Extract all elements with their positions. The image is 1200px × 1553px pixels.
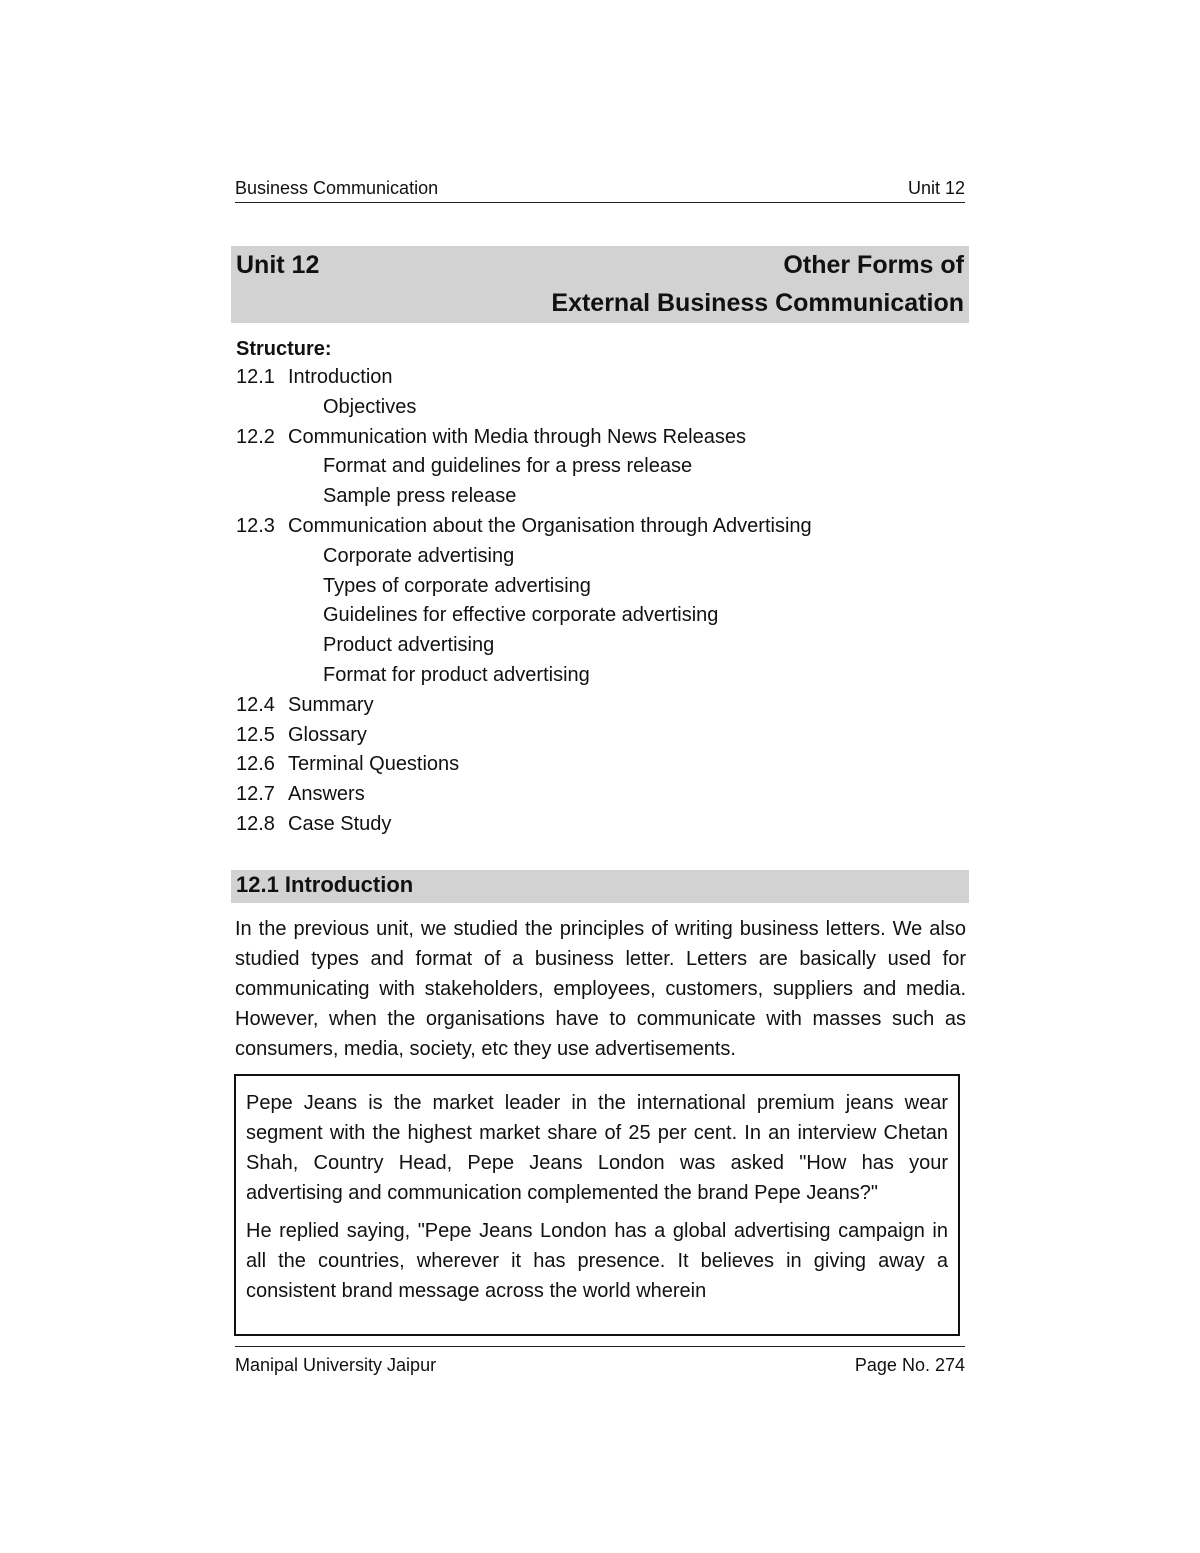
footer-page-number: Page No. 274 bbox=[854, 1355, 965, 1375]
case-quote-box bbox=[234, 1074, 960, 1336]
outline-subitem: Types of corporate advertising bbox=[323, 574, 591, 597]
structure-heading: Structure: bbox=[236, 338, 332, 360]
outline-label: Communication about the Organisation through Advertising bbox=[288, 514, 812, 537]
outline-number: 12.7 bbox=[236, 783, 275, 806]
outline-item bbox=[236, 691, 966, 721]
outline-number: 12.6 bbox=[236, 753, 275, 776]
outline-label: Terminal Questions bbox=[288, 753, 460, 776]
outline-number: 12.8 bbox=[236, 812, 275, 835]
footer-university: Manipal University Jaipur bbox=[235, 1355, 437, 1375]
outline-number: 12.3 bbox=[236, 514, 275, 537]
outline-label: Communication with Media through News Releases bbox=[288, 425, 746, 448]
header-book-title: Business Communication bbox=[235, 178, 439, 198]
outline-subitem: Product advertising bbox=[323, 634, 495, 657]
outline-label: Summary bbox=[288, 693, 374, 716]
outline-subitem: Format for product advertising bbox=[323, 663, 590, 686]
header-unit-label: Unit 12 bbox=[907, 178, 965, 198]
outline-number: 12.1 bbox=[236, 366, 275, 388]
unit-title-line-1: Other Forms of bbox=[783, 251, 964, 279]
outline-subitem: Guidelines for effective corporate advertising bbox=[323, 604, 719, 627]
outline-item bbox=[236, 721, 966, 751]
outline-number: 12.5 bbox=[236, 723, 275, 746]
quote-paragraph-1: Pepe Jeans is the market leader in the international premium jeans wear segment with the highest market share of 25 per cent. In an interview Chetan Shah, Country Head, Pepe Jeans London was asked "How has your advertising and communication complemented the brand Pepe Jeans?" bbox=[246, 1092, 948, 1204]
section-heading-bar bbox=[231, 870, 969, 903]
outline-label: Introduction bbox=[288, 366, 393, 388]
outline-item bbox=[236, 810, 966, 840]
outline-number: 12.4 bbox=[236, 693, 275, 716]
page-footer bbox=[235, 1346, 965, 1377]
outline-subitem: Objectives bbox=[323, 395, 417, 418]
unit-title-banner bbox=[231, 246, 969, 323]
outline-item bbox=[236, 512, 966, 542]
outline-subitem: Format and guidelines for a press release bbox=[323, 455, 693, 478]
outline-subitem: Sample press release bbox=[323, 485, 517, 508]
unit-title-line-2: External Business Communication bbox=[551, 289, 964, 317]
outline-item bbox=[236, 780, 966, 810]
outline-item bbox=[236, 363, 966, 393]
outline-number: 12.2 bbox=[236, 425, 275, 448]
outline-label: Answers bbox=[288, 783, 365, 806]
intro-paragraph: In the previous unit, we studied the principles of writing business letters. We also studied types and format of a business letter. Letters are basically used for communicating with stakeholders, employees, customers, suppliers and media. However, when the organisations have to communicate with masses such as consumers, media, society, etc they use advertisements. bbox=[235, 918, 966, 1060]
structure-outline bbox=[236, 335, 966, 840]
outline-subitem: Corporate advertising bbox=[323, 544, 515, 567]
unit-number: Unit 12 bbox=[236, 251, 320, 279]
outline-label: Glossary bbox=[288, 723, 367, 746]
section-title: 12.1 Introduction bbox=[236, 872, 414, 897]
outline-item bbox=[236, 423, 966, 453]
page-header bbox=[235, 176, 965, 203]
quote-paragraph-2: He replied saying, "Pepe Jeans London has a global advertising campaign in all the countries, wherever it has presence. It believes in giving away a consistent brand message across the world wherein bbox=[246, 1220, 948, 1302]
outline-item bbox=[236, 750, 966, 780]
outline-label: Case Study bbox=[288, 812, 392, 835]
